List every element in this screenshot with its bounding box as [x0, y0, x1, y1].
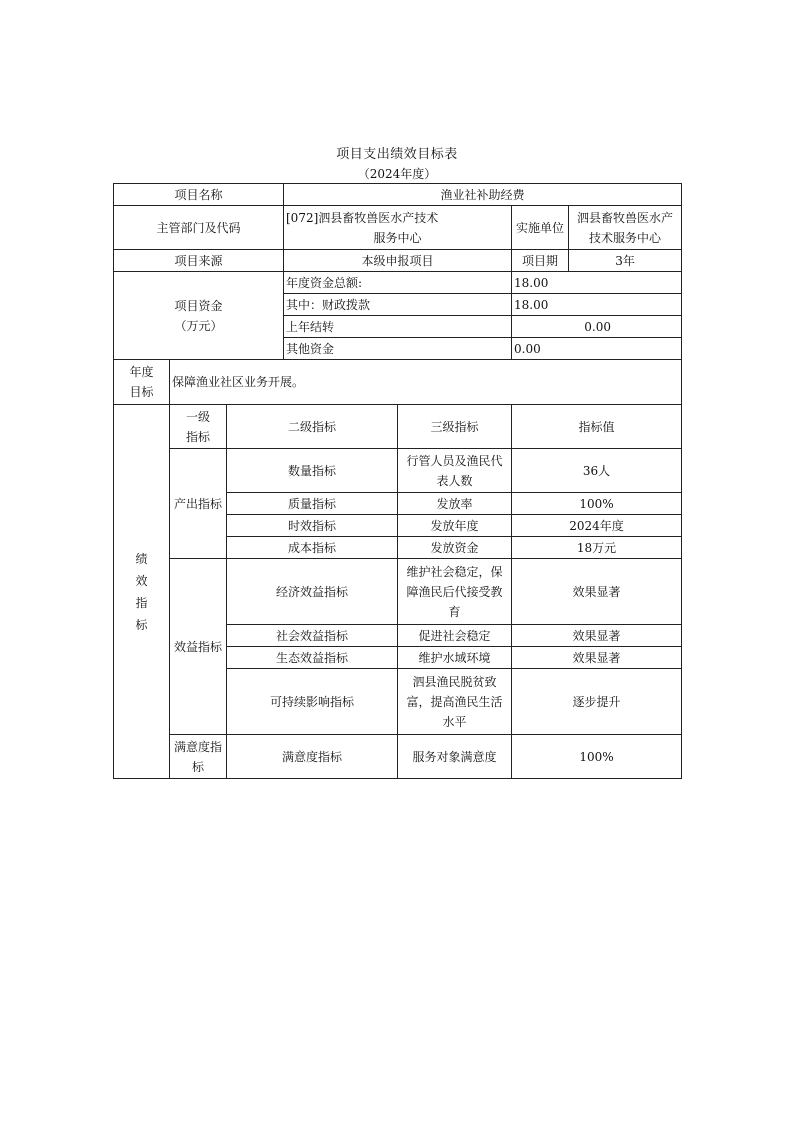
funds-carryover-value: 0.00	[512, 316, 682, 338]
period-label: 项目期	[512, 250, 569, 272]
row-project-name	[114, 184, 682, 206]
benefit-level3-line2: 障渔民后代接受教	[406, 584, 503, 599]
output-level2: 质量指标	[227, 493, 398, 515]
header-level1-line2: 指标	[185, 429, 210, 444]
satisfaction-indicator-label	[170, 735, 227, 779]
benefit-level3-line3: 育	[448, 604, 461, 619]
funds-fiscal-label: 其中：财政拨款	[284, 294, 512, 316]
benefit-value: 效果显著	[512, 625, 682, 647]
funds-label-line1: 项目资金	[174, 298, 223, 313]
output-level3: 发放资金	[398, 537, 512, 559]
header-level1	[170, 405, 227, 449]
output-level2: 成本指标	[227, 537, 398, 559]
row-funds-total	[114, 272, 682, 294]
satisfaction-label-line2: 标	[191, 759, 204, 774]
benefit-level3	[398, 559, 512, 625]
annual-goal-label	[114, 360, 170, 405]
funds-label-line2: （万元）	[174, 318, 223, 333]
satisfaction-label-line1: 满意度指	[173, 739, 222, 754]
benefit-value: 效果显著	[512, 559, 682, 625]
funds-other-label: 其他资金	[284, 338, 512, 360]
unit-value	[569, 206, 682, 250]
output-value: 2024年度	[512, 515, 682, 537]
benefit-level3: 促进社会稳定	[398, 625, 512, 647]
period-value: 3年	[569, 250, 682, 272]
performance-target-table	[113, 183, 682, 779]
unit-value-line1: 泗县畜牧兽医水产	[577, 210, 674, 225]
benefit-level2: 经济效益指标	[227, 559, 398, 625]
annual-goal-text: 保障渔业社区业务开展。	[170, 360, 682, 405]
benefit-level3-line3: 水平	[442, 714, 467, 729]
benefit-value: 效果显著	[512, 647, 682, 669]
output-level2: 时效指标	[227, 515, 398, 537]
page-subtitle: （2024年度）	[357, 167, 437, 181]
benefit-indicator-label: 效益指标	[170, 559, 227, 735]
satisfaction-value: 100%	[512, 735, 682, 779]
indicator-section-char: 标	[135, 617, 148, 632]
dept-label: 主管部门及代码	[114, 206, 284, 250]
output-value: 18万元	[512, 537, 682, 559]
funds-fiscal-value: 18.00	[512, 294, 682, 316]
indicator-section-char: 指	[135, 595, 148, 610]
output-level3-line2: 表人数	[436, 473, 473, 488]
benefit-level3-line2: 富，提高渔民生活	[406, 694, 503, 709]
indicator-section-char: 绩	[135, 551, 148, 566]
funds-carryover-label: 上年结转	[284, 316, 512, 338]
output-value: 36人	[512, 449, 682, 493]
output-indicator-label: 产出指标	[170, 449, 227, 559]
benefit-level3	[398, 669, 512, 735]
benefit-level2: 可持续影响指标	[227, 669, 398, 735]
row-annual-goal	[114, 360, 682, 405]
satisfaction-level2: 满意度指标	[227, 735, 398, 779]
table-row	[114, 559, 682, 625]
funds-total-label: 年度资金总额:	[284, 272, 512, 294]
dept-value-line1: [072]泗县畜牧兽医水产技术	[286, 210, 439, 225]
funds-other-value: 0.00	[512, 338, 682, 360]
annual-goal-label-line2: 目标	[129, 385, 154, 399]
output-level3: 发放年度	[398, 515, 512, 537]
page-title: 项目支出绩效目标表	[336, 147, 458, 162]
funds-label	[114, 272, 284, 360]
source-value: 本级申报项目	[284, 250, 512, 272]
unit-value-line2: 技术服务中心	[589, 230, 662, 245]
output-level3-line1: 行管人员及渔民代	[406, 453, 503, 468]
source-label: 项目来源	[114, 250, 284, 272]
funds-total-value: 18.00	[512, 272, 682, 294]
table-row	[114, 735, 682, 779]
header-level3: 三级指标	[398, 405, 512, 449]
dept-value	[284, 206, 512, 250]
header-value: 指标值	[512, 405, 682, 449]
output-level3	[398, 449, 512, 493]
annual-goal-label-line1: 年度	[129, 365, 154, 379]
unit-label: 实施单位	[512, 206, 569, 250]
dept-value-line2: 服务中心	[373, 230, 422, 245]
benefit-value: 逐步提升	[512, 669, 682, 735]
benefit-level2: 生态效益指标	[227, 647, 398, 669]
benefit-level3-line1: 泗县渔民脱贫致	[412, 674, 497, 689]
project-name-value: 渔业社补助经费	[284, 184, 682, 206]
project-name-label: 项目名称	[114, 184, 284, 206]
benefit-level3: 维护水域环境	[398, 647, 512, 669]
benefit-level2: 社会效益指标	[227, 625, 398, 647]
indicator-section-label	[114, 405, 170, 779]
indicator-section-char: 效	[135, 573, 148, 588]
output-level3: 发放率	[398, 493, 512, 515]
benefit-level3-line1: 维护社会稳定，保	[406, 564, 503, 579]
row-indicator-header	[114, 405, 682, 449]
satisfaction-level3: 服务对象满意度	[398, 735, 512, 779]
header-level2: 二级指标	[227, 405, 398, 449]
output-level2: 数量指标	[227, 449, 398, 493]
table-row	[114, 449, 682, 493]
header-level1-line1: 一级	[185, 409, 210, 424]
output-value: 100%	[512, 493, 682, 515]
row-source	[114, 250, 682, 272]
row-department	[114, 206, 682, 250]
